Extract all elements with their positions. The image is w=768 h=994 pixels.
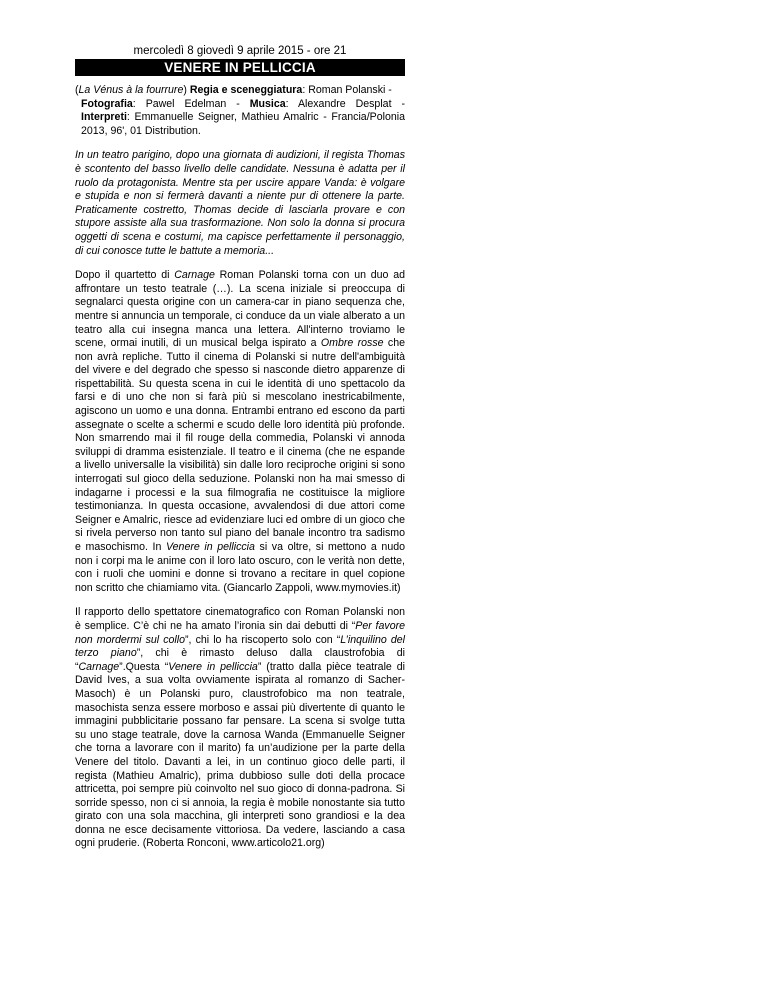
credits: (La Vénus à la fourrure) Regia e sceneggiatura: Roman Polanski - Fotografia: Pawel Edelman - Musica: Alexandre Desplat - Interpreti: Emmanuelle Seigner, Mathieu Amalric - Francia/Polonia 2013, 96', 01 Distribution.	[75, 84, 406, 137]
review1-title-venere: Venere in pelliccia	[165, 541, 255, 553]
review2-title-carnage: Carnage	[78, 660, 120, 673]
credits-continuation: Fotografia: Pawel Edelman - Musica: Alexandre Desplat - Interpreti: Emmanuelle Seigner, Mathieu Amalric - Francia/Polonia 2013, 96', 01 Distribution.	[81, 97, 406, 137]
review2-text: ”, chi è rimasto deluso dalla claustrofobia di “	[75, 647, 405, 673]
review2-title-inquilino: L’inquilino del terzo piano	[75, 633, 405, 660]
musica-value: Alexandre Desplat	[297, 97, 392, 110]
film-sheet	[75, 44, 405, 851]
screening-date: mercoledì 8 giovedì 9 aprile 2015 - ore 21	[133, 45, 347, 57]
production-info: Francia/Polonia 2013, 96', 01 Distribution.	[81, 111, 405, 137]
interpreti-label: Interpreti	[81, 111, 127, 124]
fotografia-label: Fotografia	[81, 97, 133, 110]
fotografia-value: Pawel Edelman	[145, 97, 227, 110]
original-title: La Vénus à la fourrure	[78, 84, 184, 96]
review1-text: che non avrà repliche. Tutto il cinema di Polanski si nutre dell'ambiguità del vivere e del degrado che spesso si nasconde dietro apparenze di rispettabilità. Su questa scena in cui le identità di uno spettacolo da farsi e di uno che non si farà più si mescolano inestricabilmente, agiscono un uomo e una donna. Entrambi entrano ed escono da parti assegnate o scelte a schermi e scudo delle loro identità più profonde. Non smarrendo mai il fil rouge della commedia, Polanski vi annoda sviluppi di dramma esistenziale. Il teatro e il cinema (che ne espande a livello universalle la visibilità) sin dalle loro reciproche origini si sono interrogati sul gioco della seduzione. Polanski non ha mai smesso di indagarne i processi e la sua filmografia ne costituisce la migliore testimonianza. In questa occasione, avvalendosi di due attori come Seigner e Amalric, riesce ad evidenziare luci ed ombre di un gioco che si rivela perverso non tanto sul piano del banale incontro tra sadismo e masochismo. In	[75, 337, 405, 553]
regia-value: Roman Polanski	[308, 84, 386, 96]
review2-text: ”, chi lo ha riscoperto solo con “	[185, 633, 341, 646]
synopsis: In un teatro parigino, dopo una giornata di audizioni, il regista Thomas è scontento del basso livello delle candidate. Nessuna è adatta per il ruolo da protagonista. Mentre sta per uscire appare Vanda: è volgare e stupida e non si fermerà davanti a niente pur di ottenere la parte. Praticamente costretto, Thomas decide di lasciarla provare e con stupore assiste alla sua trasformazione. Non solo la donna si procura oggetti di scena e costumi, ma capisce perfettamente il personaggio, di cui conosce tutte le battute a memoria...	[75, 149, 405, 257]
interpreti-value: Emmanuelle Seigner, Mathieu Amalric	[134, 111, 319, 124]
review1-text: Dopo il quartetto di	[75, 269, 175, 282]
review2-title-venere: Venere in pelliccia	[168, 660, 258, 673]
regia-label: Regia e sceneggiatura	[189, 84, 303, 96]
review1-title-ombre-rosse: Ombre rosse	[320, 337, 384, 350]
review1-title-carnage: Carnage	[174, 269, 215, 282]
review2-title-per-favore: Per favore non mordermi sul collo	[75, 619, 406, 646]
review1-text: Roman Polanski torna con un duo ad affrontare un testo teatrale (…). La scena iniziale si preoccupa di segnalarci questa origine con un camera-car in piano sequenza che, mentre si annuncia un temporale, ci conduce da un viale alberato a un teatro alla cui insegna manca una lettera. All'interno troviamo le scene, ormai inutili, di un musical belga ispirato a	[75, 269, 406, 350]
review2-text: ”.Questa “	[119, 660, 169, 673]
musica-label: Musica	[249, 97, 286, 110]
review2-text: Il rapporto dello spettatore cinematografico con Roman Polanski non è semplice. C’è chi ne ha amato l’ironia sin dai debutti di “	[75, 606, 405, 632]
review1-text: si va oltre, si mettono a nudo non i corpi ma le anime con il loro lato oscuro, con le verità non dette, con i ruoli che uomini e donne si trovano a recitare in quel copione non scritto che chiamiamo vita. (Giancarlo Zappoli, www.mymovies.it)	[75, 541, 405, 594]
review2-text: ” (tratto dalla pièce teatrale di David Ives, a sua volta ovviamente ispirata al romanzo di Sacher-Masoch) è un Polanski puro, claustrofobico ma non teatrale, masochista senza essere morboso e assai più divertente di quanto le immagini pubblicitarie possano far pensare. La scena si svolge tutta su uno stage teatrale, dove la carnosa Wanda (Emmanuelle Seigner che torna a lavorare con il marito) fa un’audizione per la parte della Venere del titolo. Davanti a lei, in un continuo gioco delle parti, il regista (Mathieu Amalric), prima dubbioso sulle doti della procace attricetta, poi sempre più coinvolto nel suo gioco di donna-padrona. Si sorride spesso, non ci si annoia, la regia è mobile nonostante sia tutto girato con una sola macchina, gli interpreti sono grandiosi e la dea donna ne esce decisamente vittoriosa. Da vedere, lasciando a casa ogni pruderie. (Roberta Ronconi, www.articolo21.org)	[75, 660, 405, 850]
review-ronconi	[75, 606, 405, 851]
film-title: VENERE IN PELLICCIA	[75, 59, 405, 76]
review-zappoli	[75, 269, 405, 595]
